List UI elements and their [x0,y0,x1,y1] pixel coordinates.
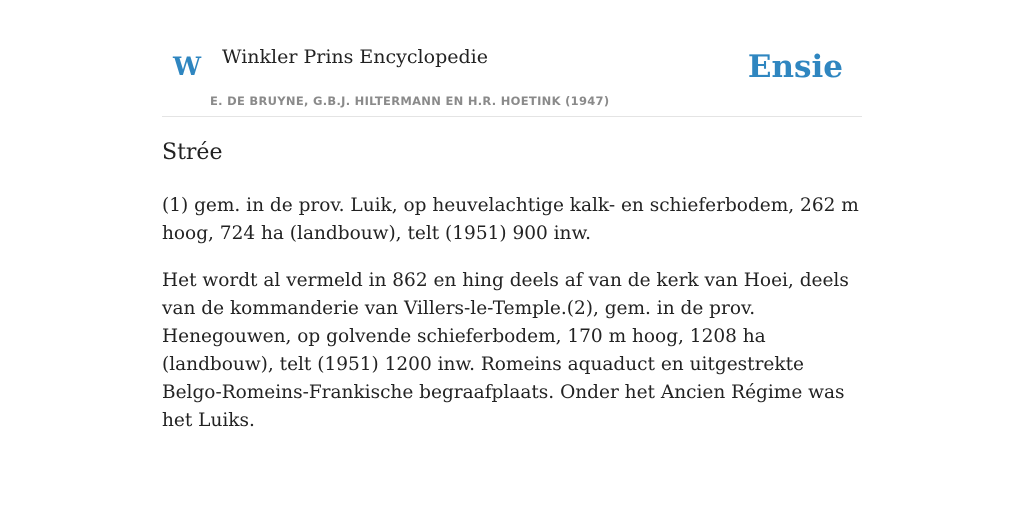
source-logo-icon[interactable]: W [173,52,202,81]
entry-paragraph: Het wordt al vermeld in 862 en hing deels af van de kerk van Hoei, deels van de kommanderie van Villers-le-Temple.(2), gem. in de prov. Henegouwen, op golvende schieferbodem, 170 m hoog, 1208 ha (landbouw), telt (1951) 1200 inw. Romeins aquaduct en uitgestrekte Belgo-Romeins-Frankische begraafplaats. Onder het Ancien Régime was het Luiks. [162,270,849,431]
entry-title: Strée [162,140,223,165]
entry-paragraph: (1) gem. in de prov. Luik, op heuvelachtige kalk- en schieferbodem, 262 m hoog, 724 ha (landbouw), telt (1951) 900 inw. [162,195,859,244]
source-title-link[interactable]: Winkler Prins Encyclopedie [222,46,488,68]
page-container [162,0,862,431]
ensie-logo-link[interactable]: Ensie [747,49,843,85]
source-authors: E. DE BRUYNE, G.B.J. HILTERMANN EN H.R. HOETINK (1947) [210,94,610,108]
source-header [162,0,862,117]
